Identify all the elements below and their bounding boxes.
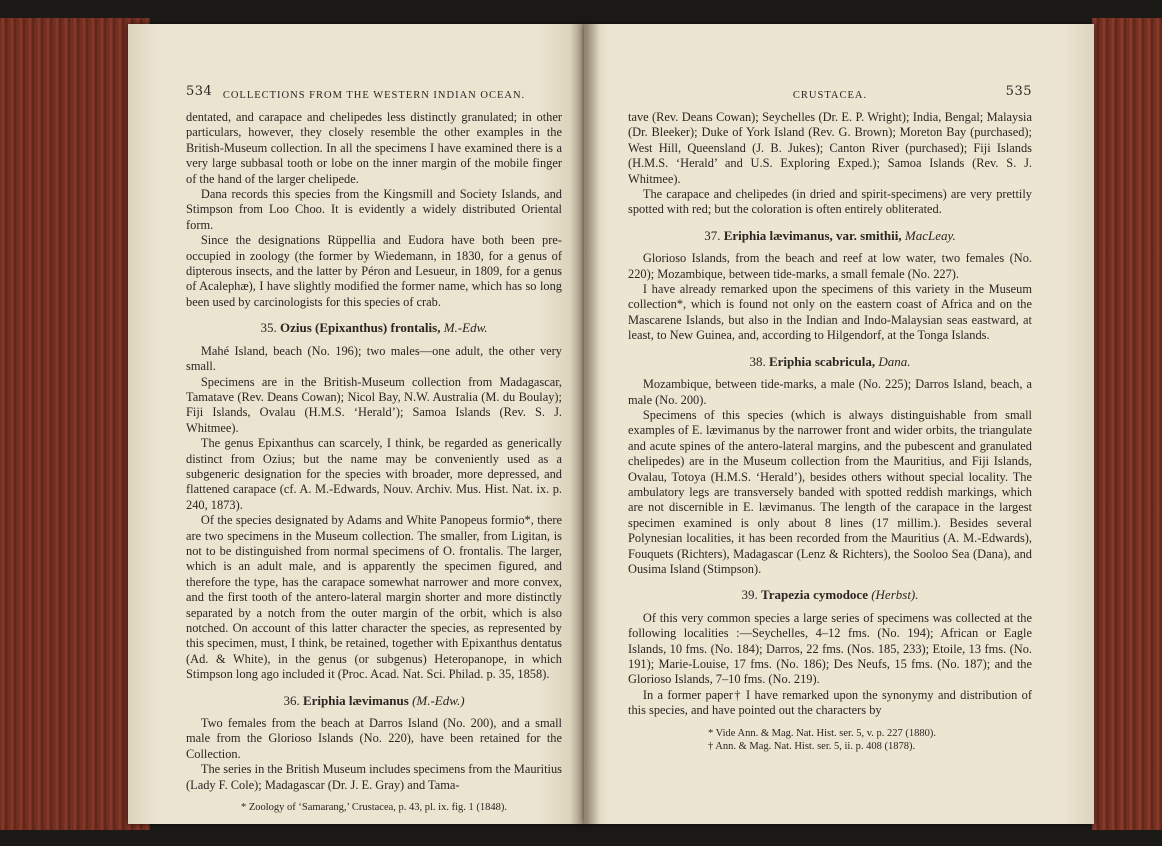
paragraph: Of the species designated by Adams and White Panopeus formio*, there are two specimens in the Museum collection. The smaller, from Ligitan, is not to be distinguished from normal specimens of O. frontalis. The larger, which is an adult male, and is apparently the specimen figured, and therefore the type, has the carapace somewhat narrower and more convex, and the first tooth of the antero-lateral margin shorter and more distinctly separated by a notch from the outer margin of the orbit, which is also notched. On account of this latter character the species, as represented by this specimen, must, I think, be retained, together with Epixanthus dentatus (Ad. & White), in the genus (or subgenus) Heteropanope, in which Stimpson long ago included it (Proc. Acad. Nat. Sci. Philad. p. 35, 1858). — [186, 513, 562, 682]
running-title: CRUSTACEA. — [792, 90, 868, 101]
species-name: Eriphia lævimanus, var. smithii, — [723, 227, 902, 243]
paragraph: Dana records this species from the Kingsmill and Society Islands, and Stimpson from Loo Choo. It is evidently a widely distributed Oriental form. — [186, 187, 562, 232]
species-authority: M.-Edw. — [443, 320, 488, 336]
paragraph: The genus Epixanthus can scarcely, I think, be regarded as generically distinct from Ozius; but the name may be conveniently used as a subgeneric designation for the species with broader, more depressed, and flattened carapace (cf. A. M.-Edwards, Nouv. Archiv. Mus. Hist. Nat. ix. p. 240, 1873). — [186, 436, 562, 512]
species-name: Eriphia scabricula, — [768, 353, 876, 369]
section-number: 38. — [749, 353, 766, 369]
section-heading — [186, 693, 562, 708]
paragraph: Two females from the beach at Darros Island (No. 200), and a small male from the Glorioso Islands (No. 220), have been retained for the Collection. — [186, 716, 562, 761]
left-page — [128, 24, 584, 824]
footnote: † Ann. & Mag. Nat. Hist. ser. 5, ii. p. 408 (1878). — [708, 740, 916, 752]
footnote: * Zoology of ‘Samarang,’ Crustacea, p. 43, pl. ix. fig. 1 (1848). — [240, 802, 508, 814]
section-number: 39. — [741, 587, 758, 603]
book-edge-right — [1092, 18, 1162, 830]
page-number: 535 — [1005, 84, 1032, 99]
section-number: 35. — [260, 320, 277, 336]
paragraph: I have already remarked upon the specimens of this variety in the Museum collection*, which is found not only on the eastern coast of Africa and on the Mascarene Islands, but also in the Indian and Indo-Malaysian seas eastward, at least, to New Guinea, and, according to Hilgendorf, at the Tonga Islands. — [628, 282, 1032, 343]
species-name: Eriphia lævimanus — [302, 692, 409, 708]
species-name: Trapezia cymodoce — [760, 587, 868, 603]
paragraph: Glorioso Islands, from the beach and reef at low water, two females (No. 220); Mozambique, between tide-marks, a small female (No. 227). — [628, 251, 1032, 281]
footnote: * Vide Ann. & Mag. Nat. Hist. ser. 5, v. p. 227 (1880). — [708, 727, 937, 739]
species-name: Ozius (Epixanthus) frontalis, — [279, 320, 441, 336]
section-number: 36. — [283, 692, 300, 708]
paragraph: The series in the British Museum includes specimens from the Mauritius (Lady F. Cole); Madagascar (Dr. J. E. Gray) and Tama- — [186, 762, 562, 792]
paragraph: Mozambique, between tide-marks, a male (No. 225); Darros Island, beach, a male (No. 200). — [628, 377, 1032, 407]
right-running-head — [628, 86, 1032, 106]
paragraph: Of this very common species a large series of specimens was collected at the following localities :—Seychelles, 4–12 fms. (No. 194); African or Eagle Islands, 10 fms. (No. 184); Darros, 22 fms. (Nos. 185, 233); Etoile, 13 fms. (No. 191); Marie-Louise, 17 fms. (No. 186); Des Neufs, 15 fms. (No. 187); and the Glorioso Islands, 7–10 fms. (No. 219). — [628, 610, 1032, 687]
section-heading — [186, 320, 562, 335]
right-page — [584, 24, 1094, 824]
section-number: 37. — [704, 227, 721, 243]
running-title: COLLECTIONS FROM THE WESTERN INDIAN OCEAN. — [222, 90, 526, 101]
paragraph: In a former paper† I have remarked upon the synonymy and distribution of this species, and have pointed out the characters by — [628, 687, 1032, 718]
paragraph: Mahé Island, beach (No. 196); two males—one adult, the other very small. — [186, 343, 562, 374]
species-authority: MacLeay. — [904, 227, 956, 243]
paragraph: Specimens are in the British-Museum collection from Madagascar, Tamatave (Rev. Deans Cowan); Nicol Bay, N.W. Australia (M. du Boulay); Fiji Islands, Ovalau (H.M.S. ‘Herald’); Samoa Islands (Rev. S. J. Whitmee). — [186, 374, 562, 435]
species-authority: (Herbst). — [871, 587, 919, 603]
section-heading — [628, 228, 1032, 243]
species-authority: (M.-Edw.) — [412, 692, 465, 708]
paragraph: Since the designations Rüppellia and Eudora have both been pre-occupied in zoology (the former by Wiedemann, in 1830, for a genus of dipterous insects, and the latter by Péron and Lesueur, in 1809, for a genus of Acalephæ), I have slightly modified the former name, which has so long been used by carcinologists for this species of crab. — [186, 233, 562, 309]
page-number: 534 — [186, 84, 213, 99]
book-gutter — [570, 24, 600, 824]
section-heading — [628, 354, 1032, 369]
left-running-head — [186, 86, 562, 106]
paragraph: Specimens of this species (which is always distinguishable from small examples of E. lævimanus by the narrower front and wider orbits, the triangulate and acute spines of the antero-lateral margins, and the pubescent and granulated chelipedes) are in the Museum collection from the Mauritius, and Fiji Islands, Ovalau, Totoya (H.M.S. ‘Herald’), besides others without special locality. The ambulatory legs are transversely banded with spotted reddish markings, which are not discernible in E. lævimanus. The length of the carapace in the largest specimen examined is only about 8 lines (17 millim.). Besides several Polynesian localities, it has been recorded from the Mauritius (A. M.-Edwards), Fouquets (Richters), Madagascar (Lenz & Richters), the Sooloo Sea (Dana), and Ousima Island (Stimpson). — [628, 407, 1032, 576]
paragraph: tave (Rev. Deans Cowan); Seychelles (Dr. E. P. Wright); India, Bengal; Malaysia (Dr. Bleeker); Duke of York Island (Rev. G. Brown); Moreton Bay (purchased); West Hill, Queensland (J. B. Jukes); Canton River (purchased); Fiji Islands (H.M.S. ‘Herald’ and U.S. Exploring Exped.); Samoa Islands (Rev. S. J. Whitmee). — [628, 110, 1032, 186]
paragraph: The carapace and chelipedes (in dried and spirit-specimens) are very prettily spotted with red; but the coloration is often entirely obliterated. — [628, 187, 1032, 217]
section-heading — [628, 587, 1032, 602]
paragraph: dentated, and carapace and chelipedes less distinctly granulated; in other particulars, however, they closely resemble the other examples in the British-Museum collection. In all the specimens I have examined there is a very large subbasal tooth or lobe on the inner margin of the mobile finger of the hand of the larger chelipede. — [186, 110, 562, 186]
species-authority: Dana. — [878, 353, 911, 369]
